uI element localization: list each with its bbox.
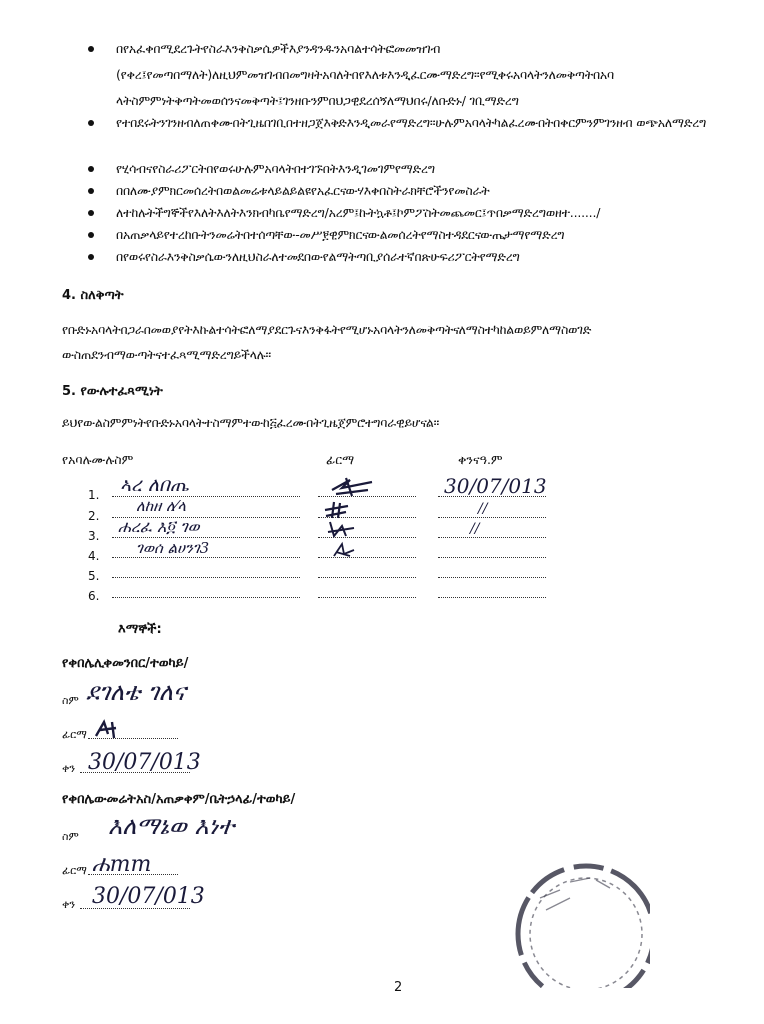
witnesses-title: እማኞች: bbox=[118, 622, 162, 637]
bullet-icon bbox=[88, 210, 94, 216]
section-5-text: ይህየውልስምምነትየቡድኑአባላትተስማምተውከ፭ፈረሙበትጊዜጀምሮተግባራዊይሆናል፡፡ bbox=[62, 415, 440, 430]
column-header-signature: ፊርማ bbox=[326, 452, 355, 467]
list-item bbox=[92, 36, 732, 114]
witness-1-name-label: ስም bbox=[62, 694, 79, 707]
bullet-text: ለተከሉትችግኞችየእለትእለትእንክብካቤየማድረግ/አረም፤ኩትኳቶ፤ኮምፖስትመጨመር፤ጥበቃማድረግወዘተ......./ bbox=[116, 205, 601, 220]
witness-1-name: ደገለቴ ገለና bbox=[86, 678, 186, 706]
signature-mark bbox=[324, 518, 358, 540]
bullet-text: በየአፈቀበሚደረጉትየስራእንቅስቃሴዎችእያንዳንዱንአባልተሳትፎመመዝገብ (የቀረ፤የመጣበማለት)ለዚህምመዝገብበመግዛትአባለትበየእለቱእንዲፈርሙማድረግ፡፡የሚቀሩአባላትንለመቅጣትበአባ ላትስምምነትቅጣትመወሰንናመቅጣት፤ገንዘቡንምበህጋዊደረሰኝለማህበሩ/ለቡድኑ/ ገቢማድረግ bbox=[116, 41, 614, 108]
signature-mark bbox=[328, 474, 378, 500]
row-number: 4. bbox=[88, 549, 100, 563]
handwritten-name: ገወሰ ልሀንገ3 bbox=[136, 539, 210, 557]
name-line bbox=[112, 557, 300, 558]
list-item bbox=[92, 110, 732, 136]
date-line bbox=[438, 557, 546, 558]
bullet-text: በየወሩየስራእንቅስቃሴውንለዚህስራለተመደበውየልማትጣቢያሰራተኛበጽሁፍሪፖርትየማድረግ bbox=[116, 249, 520, 264]
name-line bbox=[112, 537, 300, 538]
name-line bbox=[112, 597, 300, 598]
list-item bbox=[92, 244, 732, 270]
witness-2-signature: ሐmm bbox=[92, 852, 152, 877]
handwritten-name: ለከዘ ለ⁄ላ bbox=[136, 497, 187, 515]
date-line bbox=[438, 517, 546, 518]
handwritten-date: // bbox=[478, 501, 488, 517]
witness-2-name-label: ስም bbox=[62, 830, 79, 843]
date-line bbox=[438, 537, 546, 538]
witness-1-signature-mark bbox=[92, 718, 128, 742]
official-stamp bbox=[500, 858, 650, 988]
section-5-heading: 5. የውሉተፈጻሚነት bbox=[62, 384, 163, 399]
bullet-icon bbox=[88, 166, 94, 172]
date-line bbox=[438, 577, 546, 578]
bullet-icon bbox=[88, 232, 94, 238]
row-number: 5. bbox=[88, 569, 100, 583]
witness-2-date-label: ቀን bbox=[62, 898, 76, 911]
column-header-date: ቀንናዓ.ም bbox=[458, 452, 503, 467]
row-number: 2. bbox=[88, 509, 100, 523]
bullet-text: የሂሳብናየስራሪፖርትበየወሩሁሉምአባላትበተገኙበትእንዲገመገምየማድረግ bbox=[116, 161, 435, 176]
bullet-icon bbox=[88, 254, 94, 260]
handwritten-date: // bbox=[470, 521, 480, 537]
witness-1-org: የቀበሌሊቀመንበር/ተወካይ/ bbox=[62, 656, 189, 671]
section-4-heading: 4. ስለቅጣት bbox=[62, 288, 124, 303]
name-line bbox=[112, 577, 300, 578]
page-number: 2 bbox=[394, 980, 403, 995]
signature-line bbox=[318, 597, 416, 598]
handwritten-date: 30/07/013 bbox=[444, 474, 547, 498]
witness-1-sign-label: ፊርማ bbox=[62, 728, 87, 741]
row-number: 6. bbox=[88, 589, 100, 603]
signature-mark bbox=[330, 540, 358, 560]
handwritten-name: ሐረፈ እ፬ ገወ bbox=[118, 517, 200, 536]
row-number: 3. bbox=[88, 529, 100, 543]
section-4-text: የቡድኑአባላትበጋራበመወያየትእኩልተሳትፎለማያደርጉናእንቅፋትየሚሆኑአባላትንለመቅጣትናለማስተካከልወይምለማስወገድ ውስጠደንብማውጣትናተፈጻሚማድረግይችላሉ፡፡ bbox=[62, 322, 592, 362]
row-number: 1. bbox=[88, 488, 100, 502]
bullet-icon bbox=[88, 120, 94, 126]
witness-2-sign-label: ፊርማ bbox=[62, 864, 87, 877]
handwritten-name: ኣረ ለበጤ bbox=[120, 474, 189, 496]
witness-2-date: 30/07/013 bbox=[92, 884, 205, 909]
bullet-text: በበለሙያምክርመሰረትበወልመሬቱላይልይልዩየአፈርናውሃእቀበስትራክቸሮችንየመስራት bbox=[116, 183, 490, 198]
column-header-name: የአባሉሙሉስም bbox=[62, 452, 134, 467]
signature-mark bbox=[322, 500, 352, 520]
bullet-icon bbox=[88, 188, 94, 194]
bullet-text: የተበደሩትንገንዘብለጠቀሙበትጊዜበገቢበተዘጋጀእቅድእንዲመራየማድረግ፡፡ሁሉምአባላትካልፈረሙበትበቀርምንምገንዘብ ወጭአለማድረግ bbox=[116, 115, 707, 130]
witness-1-date-label: ቀን bbox=[62, 762, 76, 775]
witness-1-date: 30/07/013 bbox=[88, 750, 201, 775]
signature-line bbox=[318, 577, 416, 578]
bullet-icon bbox=[88, 46, 94, 52]
date-line bbox=[438, 597, 546, 598]
witness-2-org: የቀበሌውመሬትአስ/አጠቃቀም/ቤትኃላፊ/ተወካይ/ bbox=[62, 792, 296, 807]
bullet-text: በአጠቃላይየተረከቡትንመሬትበተሰጣቸው-መሥ፻ዊምክርናውልመሰረትየማስተዳደርናውጤታማየማድረግ bbox=[116, 227, 565, 242]
witness-2-name: እለማኔወ እነተ bbox=[108, 812, 235, 840]
